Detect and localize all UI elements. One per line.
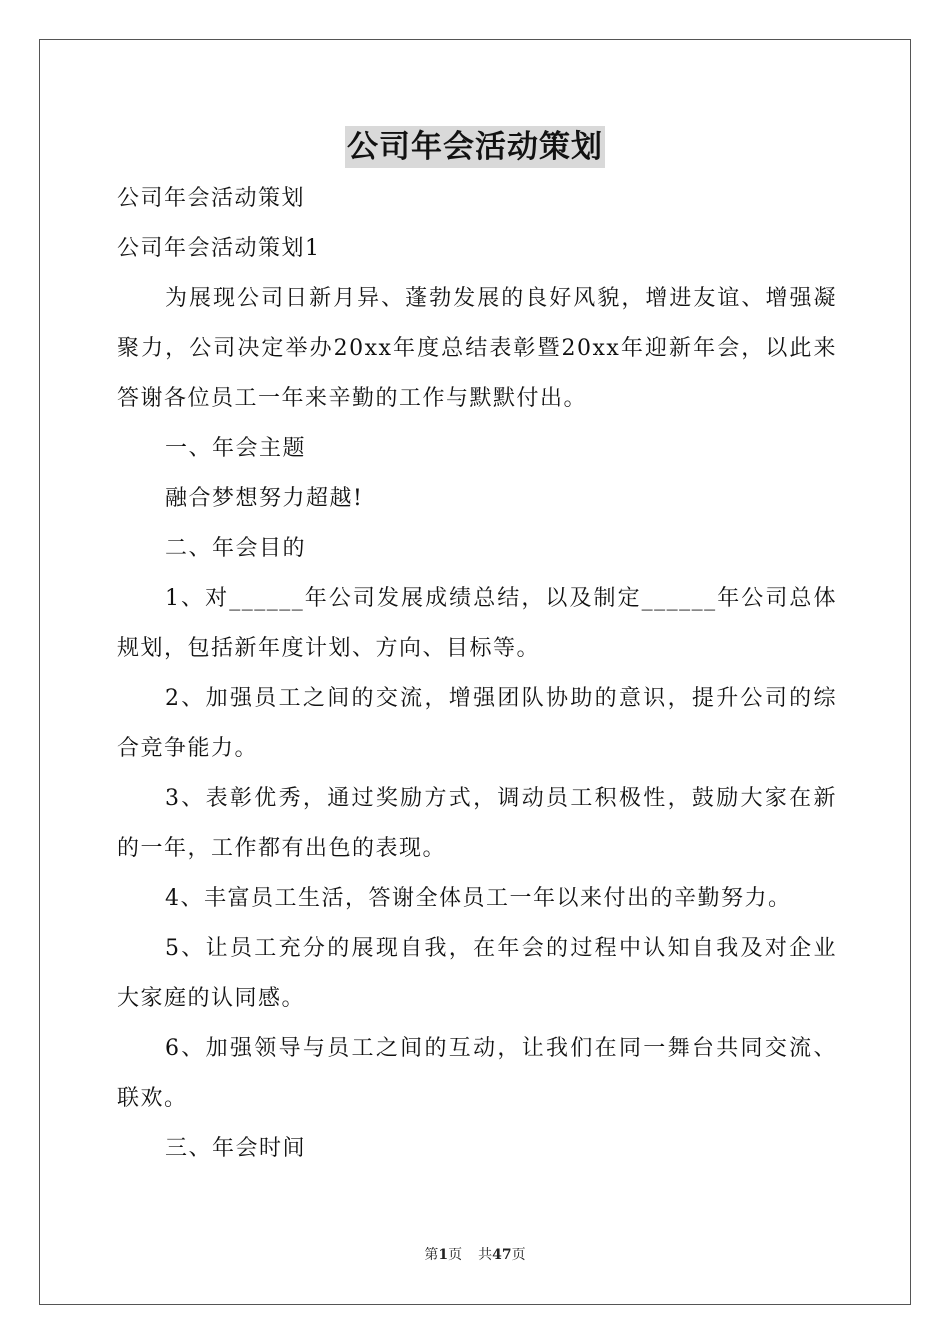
list-item: 6、加强领导与员工之间的互动，让我们在同一舞台共同交流、联欢。	[117, 1036, 837, 1111]
total-suffix: 页	[511, 1247, 526, 1263]
section-heading: 二、年会目的	[165, 536, 307, 561]
paragraph: 公司年会活动策划1	[117, 236, 321, 261]
list-item: 2、加强员工之间的交流，增强团队协助的意识，提升公司的综合竞争能力。	[117, 686, 837, 761]
page-prefix: 第	[424, 1247, 439, 1263]
page-footer	[0, 1245, 950, 1265]
paragraph: 公司年会活动策划	[117, 186, 306, 211]
total-prefix: 共	[478, 1247, 493, 1263]
list-item: 3、表彰优秀，通过奖励方式，调动员工积极性，鼓励大家在新的一年，工作都有出色的表现。	[117, 786, 837, 861]
section-heading: 一、年会主题	[165, 436, 307, 461]
page-number: 1	[438, 1247, 449, 1263]
paragraph: 为展现公司日新月异、蓬勃发展的良好风貌，增进友谊、增强凝聚力，公司决定举办20xx年度总结表彰暨20xx年迎新年会，以此来答谢各位员工一年来辛勤的工作与默默付出。	[117, 286, 837, 411]
document-title: 公司年会活动策划	[345, 126, 605, 168]
list-item: 1、对______年公司发展成绩总结，以及制定______年公司总体规划，包括新年度计划、方向、目标等。	[117, 586, 837, 661]
total-pages: 47	[492, 1247, 512, 1263]
list-item: 4、丰富员工生活，答谢全体员工一年以来付出的辛勤努力。	[165, 886, 792, 911]
list-item: 5、让员工充分的展现自我，在年会的过程中认知自我及对企业大家庭的认同感。	[117, 936, 837, 1011]
paragraph: 融合梦想努力超越!	[165, 486, 364, 511]
section-heading: 三、年会时间	[165, 1136, 307, 1161]
page-suffix: 页	[448, 1247, 463, 1263]
document-body	[117, 174, 837, 1174]
title-container	[0, 126, 950, 168]
